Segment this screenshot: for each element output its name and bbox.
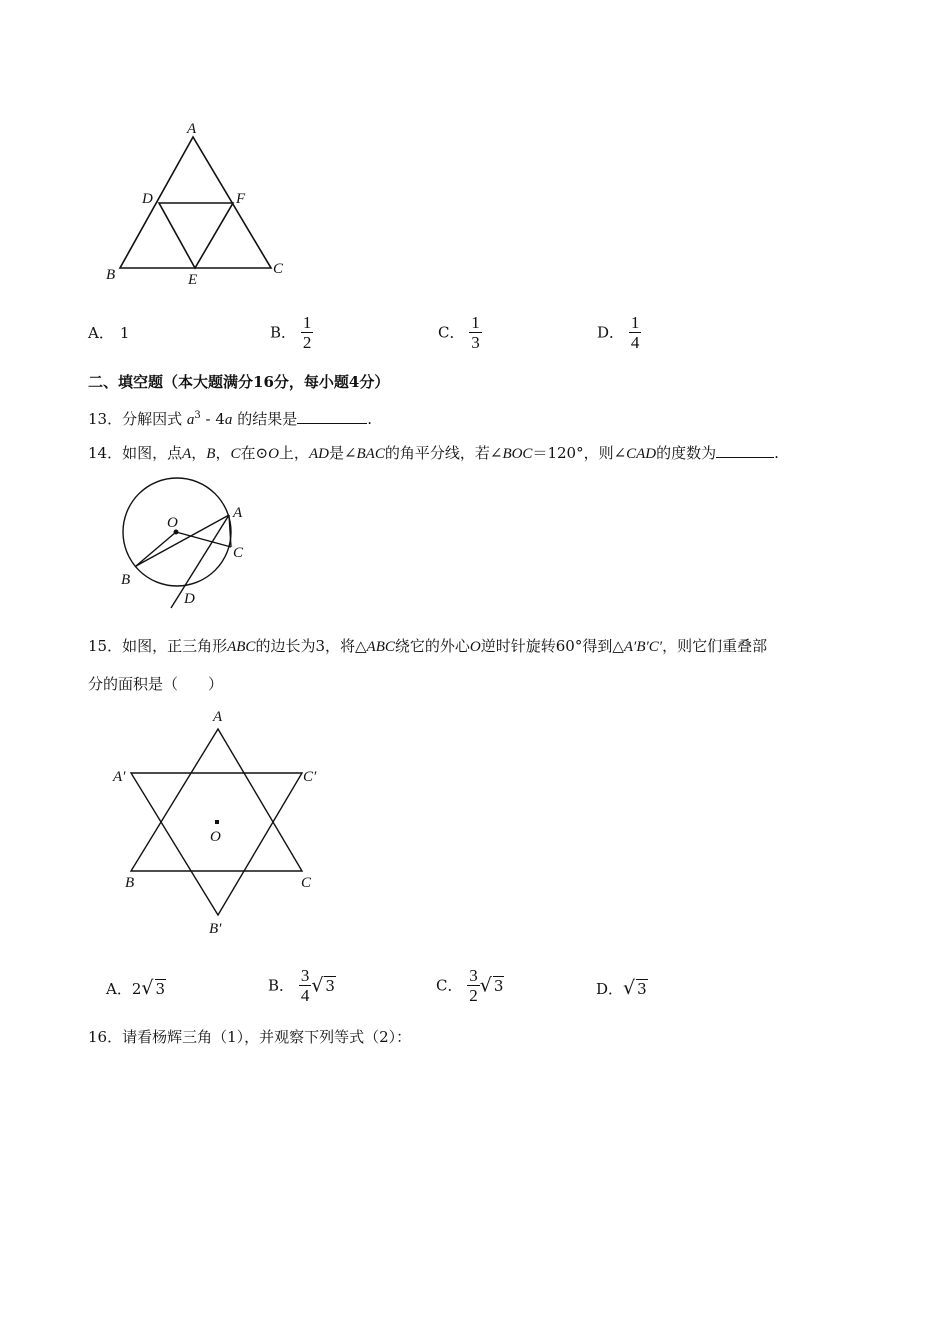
q14-text: 上， — [278, 444, 309, 462]
q15-option-a — [106, 978, 166, 999]
label-a: A — [233, 505, 243, 521]
q12-option-a — [88, 323, 129, 343]
radical-sign: √ — [141, 977, 154, 999]
question-number: 13． — [88, 410, 123, 428]
segment-ba — [136, 515, 229, 566]
label-f: F — [236, 191, 246, 207]
q13-expr-var: a — [224, 412, 233, 428]
label-c-prime: C′ — [303, 769, 317, 785]
label-a-prime: A′ — [113, 769, 126, 785]
q13-expr-exp: 3 — [194, 410, 201, 421]
q12-option-b — [270, 313, 313, 352]
radicand: 3 — [325, 977, 335, 995]
q12-option-d — [597, 313, 641, 352]
q15-text: 绕它的外心 — [394, 637, 470, 655]
option-label: C． — [436, 976, 463, 995]
numerator: 3 — [469, 966, 478, 985]
fraction — [299, 966, 312, 1005]
q14-var: BAC — [356, 446, 385, 462]
radicand: 3 — [637, 980, 647, 998]
q14-var: AD — [308, 446, 329, 462]
numerator: 3 — [300, 966, 310, 985]
q14-text: 是∠ — [328, 444, 357, 462]
question-number: 16． — [88, 1028, 123, 1046]
radical-sign: √ — [623, 977, 636, 999]
question-15-line2: 分的面积是（ ） — [88, 675, 224, 693]
q14-var: C — [230, 446, 241, 462]
numerator: 1 — [471, 313, 480, 332]
label-e: E — [188, 272, 198, 288]
q14-var: B — [206, 446, 216, 462]
option-label: D． — [597, 323, 625, 342]
fraction — [301, 313, 314, 352]
denominator: 4 — [300, 986, 310, 1005]
denominator: 4 — [630, 333, 640, 352]
option-value: 1 — [119, 324, 130, 342]
q15-text: 的边长为3，将△ — [255, 637, 367, 655]
q14-var: CAD — [626, 446, 657, 462]
numerator: 1 — [302, 313, 312, 332]
q14-end: . — [774, 444, 779, 462]
q15-option-d — [596, 978, 648, 999]
center-point — [215, 820, 219, 824]
radicand: 3 — [155, 980, 166, 998]
section-heading: 二、填空题（本大题满分16分，每小题4分） — [88, 373, 390, 391]
segment-ac — [229, 515, 231, 547]
q14-var: O — [268, 446, 279, 462]
q15-option-b — [268, 966, 336, 1005]
radical-sign: √ — [311, 974, 324, 997]
question-number: 15． — [88, 637, 123, 655]
q14-text: 的角平分线，若∠ — [384, 444, 503, 462]
question-16 — [88, 1027, 411, 1047]
fraction — [629, 313, 642, 352]
q13-expr-rest: - 4 — [200, 410, 225, 428]
figure-q14-circle — [105, 475, 265, 615]
label-b-prime: B′ — [209, 921, 222, 937]
option-label: A． — [88, 324, 114, 342]
q13-end: . — [367, 410, 372, 428]
label-b: B — [125, 875, 135, 891]
q15-var: O — [469, 639, 481, 655]
figure-q15-star — [105, 705, 335, 940]
q15-text: ，则它们重叠部 — [662, 637, 768, 655]
q12-option-c — [438, 313, 482, 352]
label-o: O — [210, 829, 221, 845]
triangle-def — [159, 203, 233, 268]
figure-q12-triangle — [100, 115, 300, 290]
q14-text: 的度数为 — [656, 444, 717, 462]
answer-blank — [716, 443, 774, 458]
answer-blank — [297, 409, 367, 424]
question-13 — [88, 406, 372, 430]
q14-var: A — [182, 446, 192, 462]
q15-option-c — [436, 966, 504, 1005]
line-ad — [171, 515, 229, 608]
q14-text: 在⊙ — [240, 444, 269, 462]
option-label: C． — [438, 323, 465, 342]
q14-var: BOC — [502, 446, 533, 462]
q13-suffix: 的结果是 — [237, 410, 298, 428]
q15-var: ABC — [366, 639, 395, 655]
label-c: C — [233, 545, 244, 561]
q15-var: ABC — [227, 639, 256, 655]
label-d: D — [142, 191, 153, 207]
numerator: 1 — [630, 313, 640, 332]
option-label: B． — [268, 976, 295, 995]
label-c: C — [301, 875, 312, 891]
q14-text: ＝120°，则∠ — [532, 444, 627, 462]
q15-text: 如图，正三角形 — [122, 637, 228, 655]
segment-ob — [136, 532, 176, 566]
option-label: D． — [596, 980, 624, 998]
denominator: 2 — [469, 986, 478, 1005]
radical-sign: √ — [479, 974, 492, 997]
option-label: B． — [270, 323, 297, 342]
label-c: C — [273, 261, 284, 277]
q15-text: 逆时针旋转60°得到△ — [480, 637, 624, 655]
option-coefficient: 2 — [131, 980, 142, 998]
q13-prefix: 分解因式 — [122, 410, 183, 428]
label-d: D — [184, 591, 195, 607]
q14-text: 如图，点 — [122, 444, 183, 462]
q15-var: A′B′C′ — [623, 639, 663, 655]
label-o: O — [167, 515, 178, 531]
question-number: 14． — [88, 444, 123, 462]
question-15 — [88, 636, 767, 657]
fraction — [467, 966, 480, 1005]
q14-text: ， — [215, 444, 231, 462]
q13-expr-base: a — [186, 412, 195, 428]
label-b: B — [106, 267, 116, 283]
fraction — [469, 313, 482, 352]
q14-text: ， — [191, 444, 207, 462]
label-a: A — [213, 709, 223, 725]
question-14 — [88, 443, 779, 464]
triangle-abc — [131, 729, 302, 871]
label-a: A — [187, 121, 197, 137]
option-label: A． — [106, 980, 132, 998]
radicand: 3 — [493, 977, 504, 995]
q16-text: 请看杨辉三角（1），并观察下列等式（2）： — [122, 1028, 412, 1046]
label-b: B — [121, 572, 131, 588]
denominator: 2 — [302, 333, 312, 352]
denominator: 3 — [471, 333, 480, 352]
